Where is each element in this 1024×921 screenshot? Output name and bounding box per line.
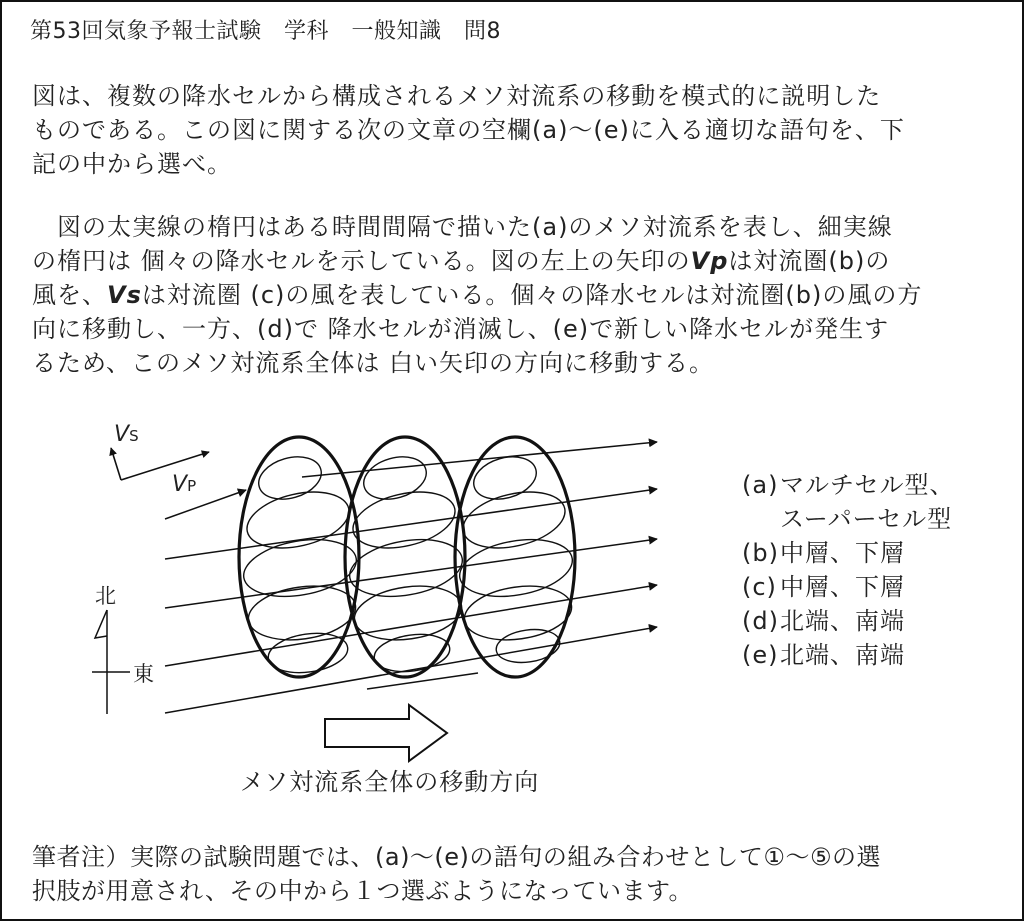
option-text: 中層、下層: [780, 573, 905, 601]
option-label: (a): [742, 471, 779, 499]
option-a: [742, 468, 955, 502]
option-label: (b): [742, 539, 779, 567]
note-line: 筆者注）実際の試験問題では、(a)〜(e)の語句の組み合わせとして①〜⑤の選: [32, 843, 881, 871]
answer-options: [742, 468, 955, 672]
passage-fragment: の楕円は 個々の降水セルを示している。図の左上の矢印の: [32, 247, 691, 275]
option-e: [742, 638, 955, 672]
vs-arrow: [111, 448, 121, 480]
option-text: 中層、下層: [780, 539, 905, 567]
passage-fragment: は対流圏 (c)の風を表している。個々の降水セルは対流圏(b)の風の方: [141, 281, 923, 309]
passage-fragment: は対流圏(b)の: [728, 247, 891, 275]
question-line: 図は、複数の降水セルから構成されるメソ対流系の移動を模式的に説明した: [32, 82, 882, 110]
compass-north-arrowhead: [95, 610, 107, 638]
wind-arrow: [165, 627, 657, 713]
east-label: 東: [133, 662, 154, 686]
option-c: [742, 570, 955, 604]
passage-fragment: 風を、: [32, 281, 107, 309]
option-b: [742, 536, 955, 570]
question-line: 記の中から選べ。: [32, 150, 232, 178]
page-title: 第53回気象予報士試験 学科 一般知識 問8: [30, 19, 501, 44]
option-label: (d): [742, 607, 779, 635]
option-text: 北端、南端: [780, 641, 905, 669]
option-label: (e): [742, 641, 779, 669]
vp-label: [172, 472, 196, 497]
cell: [457, 483, 570, 557]
vs-label: [114, 422, 139, 447]
north-label: 北: [95, 584, 116, 608]
vp-label-main: V: [172, 472, 188, 497]
vs-label-sub: S: [129, 427, 139, 445]
option-d: [742, 604, 955, 638]
diagram-caption: メソ対流系全体の移動方向: [240, 768, 540, 796]
option-text: マルチセル型、: [780, 471, 955, 499]
vp-label-sub: P: [187, 477, 197, 495]
option-a-continued: スーパーセル型: [780, 505, 953, 533]
vs-label-main: V: [114, 422, 130, 447]
passage-line: るため、このメソ対流系全体は 白い矢印の方向に移動する。: [32, 349, 714, 377]
option-text: 北端、南端: [780, 607, 905, 635]
passage-line: 図の太実線の楕円はある時間間隔で描いた(a)のメソ対流系を表し、細実線: [32, 213, 893, 241]
question-line: ものである。この図に関する次の文章の空欄(a)〜(e)に入る適切な語句を、下: [32, 116, 905, 144]
system-motion-arrow-icon: [325, 705, 447, 761]
author-note: [32, 840, 1002, 908]
vs-symbol: Vs: [107, 281, 142, 309]
passage-line: 向に移動し、一方、(d)で 降水セルが消滅し、(e)で新しい降水セルが発生す: [32, 315, 890, 343]
precipitation-cells: [239, 450, 577, 677]
cell: [351, 580, 465, 647]
note-line: 択肢が用意され、その中から１つ選ぶようになっています。: [32, 877, 694, 905]
vp-symbol: Vp: [690, 247, 729, 275]
option-label: (c): [742, 573, 777, 601]
compass: [92, 610, 130, 714]
